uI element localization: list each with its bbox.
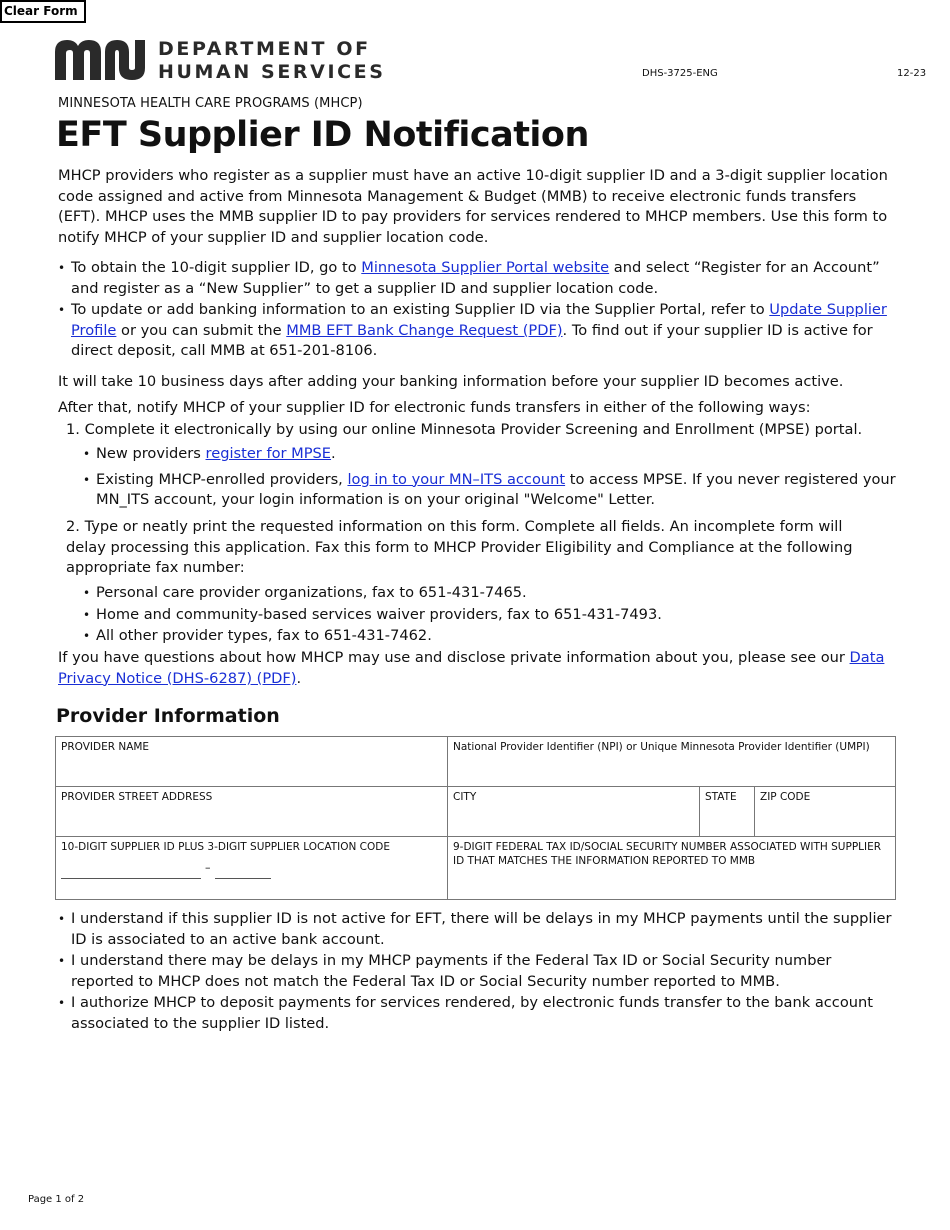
list-item [58, 258, 898, 299]
taxid-cell [448, 837, 896, 900]
acknowledgement-list [58, 909, 898, 1036]
register-mpse-link[interactable]: register for MPSE [205, 445, 332, 462]
step-1: 1. Complete it electronically by using our online Minnesota Provider Screening and Enrollment (MPSE) portal. [66, 421, 863, 438]
text: . [331, 445, 336, 462]
provider-name-input[interactable] [61, 762, 427, 776]
form-code: DHS-3725-ENG [642, 68, 718, 79]
list-item [83, 470, 898, 511]
data-privacy-link[interactable]: Data Privacy Notice (DHS-6287) (PDF) [58, 649, 885, 687]
mn-logo-icon [55, 40, 145, 80]
street-label: PROVIDER STREET ADDRESS [61, 791, 213, 803]
list-item [58, 300, 898, 362]
wait-notice: It will take 10 business days after adding your banking information before your supplier ID becomes active. [58, 373, 844, 390]
state-cell [700, 787, 755, 837]
supplier-id-input[interactable] [61, 864, 201, 879]
text: and select “Register for an Account” and register as a “New Supplier” to get a supplier ID and supplier location code. [71, 259, 880, 297]
list-item: • I understand there may be delays in my MHCP payments if the Federal Tax ID or Social Security number reported to MHCP does not match the Federal Tax ID or Social Security number reported to MMB. [58, 951, 898, 992]
update-supplier-profile-link[interactable]: Update Supplier Profile [71, 301, 887, 339]
text: . To find out if your supplier ID is active for direct deposit, call MMB at 651-201-8106. [71, 321, 873, 360]
after-notice: After that, notify MHCP of your supplier ID for electronic funds transfers in either of the following ways: [58, 399, 811, 416]
privacy-paragraph [58, 648, 898, 689]
logo-line-2: HUMAN SERVICES [158, 61, 386, 83]
text: to access MPSE. If you never registered your MN_ITS account, your login information is on your original "Welcome" Letter. [96, 470, 896, 509]
state-input[interactable] [705, 812, 747, 826]
program-name: MINNESOTA HEALTH CARE PROGRAMS (MHCP) [58, 96, 363, 111]
list-item: • All other provider types, fax to 651-431-7462. [83, 626, 898, 647]
table-row [56, 837, 896, 900]
city-cell [448, 787, 700, 837]
list-item: • Home and community-based services waiver providers, fax to 651-431-7493. [83, 605, 898, 626]
zip-cell [755, 787, 896, 837]
page-title: EFT Supplier ID Notification [56, 115, 589, 155]
page-number: Page 1 of 2 [28, 1194, 85, 1205]
text: To obtain the 10-digit supplier ID, go to [71, 259, 362, 276]
taxid-input[interactable] [453, 876, 873, 890]
list-item [83, 444, 898, 465]
npi-label: National Provider Identifier (NPI) or Unique Minnesota Provider Identifier (UMPI) [453, 741, 870, 753]
intro-paragraph: MHCP providers who register as a supplier must have an active 10-digit supplier ID and a 3-digit supplier location code assigned and active from Minnesota Management & Budget (MMB) to receive electronic funds transfers (EFT). MHCP uses the MMB supplier ID to pay providers for services rendered to MHCP members. Use this form to notify MHCP of your supplier ID and supplier location code. [58, 167, 888, 246]
city-label: CITY [453, 791, 477, 803]
taxid-label: 9-DIGIT FEDERAL TAX ID/SOCIAL SECURITY NUMBER ASSOCIATED WITH SUPPLIER ID THAT MATCHES THE INFORMATION REPORTED TO MMB [453, 841, 882, 867]
street-cell [56, 787, 448, 837]
list-item: • I understand if this supplier ID is not active for EFT, there will be delays in my MHCP payments until the supplier ID is associated to an active bank account. [58, 909, 898, 950]
supplier-fields [61, 862, 442, 879]
supplier-info-list [58, 258, 898, 363]
supplier-location-input[interactable] [215, 864, 271, 879]
text: or you can submit the [116, 321, 287, 339]
street-input[interactable] [61, 812, 427, 826]
table-row [56, 737, 896, 787]
mn-its-login-link[interactable]: log in to your MN–ITS account [347, 470, 566, 488]
section-title: Provider Information [56, 705, 280, 727]
logo-line-1: DEPARTMENT OF [158, 38, 371, 60]
text: Existing MHCP-enrolled providers, [96, 470, 348, 488]
provider-name-cell [56, 737, 448, 787]
step-2: 2. Type or neatly print the requested information on this form. Complete all fields. An incomplete form will delay processing this application. Fax this form to MHCP Provider Eligibility and Compliance at the following appropriate fax number: [66, 518, 853, 577]
city-input[interactable] [453, 812, 684, 826]
supplier-portal-link[interactable]: Minnesota Supplier Portal website [361, 259, 610, 276]
step-1-list [83, 444, 898, 516]
zip-input[interactable] [760, 812, 885, 826]
provider-info-table [55, 736, 896, 900]
bank-change-request-link[interactable]: MMB EFT Bank Change Request (PDF) [286, 321, 563, 339]
table-row [56, 787, 896, 837]
text: If you have questions about how MHCP may use and disclose private information about you, please see our [58, 649, 850, 666]
department-name [158, 38, 386, 84]
fax-list [83, 583, 898, 648]
supplier-label: 10-DIGIT SUPPLIER ID PLUS 3-DIGIT SUPPLIER LOCATION CODE [61, 841, 390, 853]
list-item: • Personal care provider organizations, fax to 651-431-7465. [83, 583, 898, 604]
clear-form-button[interactable]: Clear Form [0, 0, 86, 23]
npi-input[interactable] [453, 762, 873, 776]
supplier-dash: – [205, 861, 211, 874]
text: New providers [96, 445, 206, 462]
list-item: • I authorize MHCP to deposit payments for services rendered, by electronic funds transfer to the bank account associated to the supplier ID listed. [58, 993, 898, 1034]
supplier-cell [56, 837, 448, 900]
text: To update or add banking information to an existing Supplier ID via the Supplier Portal, refer to [71, 301, 770, 319]
text: . [296, 669, 302, 687]
npi-cell [448, 737, 896, 787]
state-label: STATE [705, 791, 737, 803]
provider-name-label: PROVIDER NAME [61, 741, 150, 753]
form-date: 12-23 [897, 68, 927, 79]
zip-label: ZIP CODE [760, 791, 811, 803]
